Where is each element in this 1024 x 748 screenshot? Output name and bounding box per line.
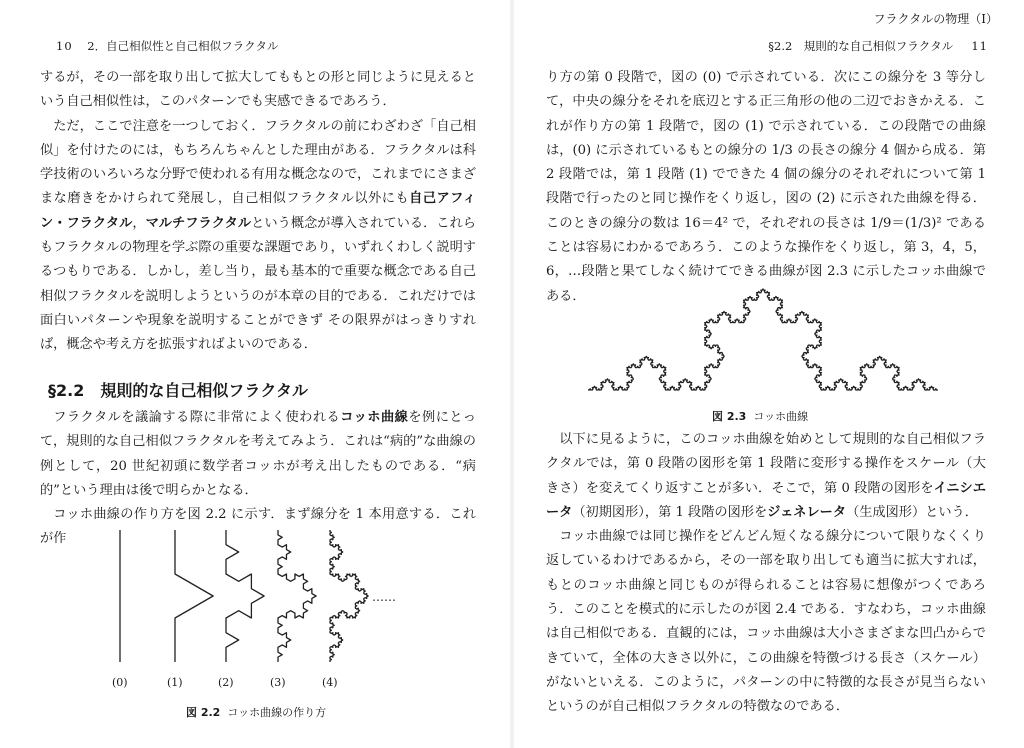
term-self-affine-fractal: 自己アフィン・フラクタル [40, 191, 476, 231]
book-title: フラクタルの物理（Ⅰ） [873, 12, 998, 26]
stage-label-0: (0) [112, 676, 128, 689]
stage-label-4: (4) [322, 676, 338, 689]
right-section-title: §2.2 規則的な自己相似フラクタル [768, 39, 954, 53]
figure-ellipsis: …… [372, 590, 396, 604]
term-initiator: イニシエータ [546, 480, 986, 520]
figure-number: 図 2.2 [186, 706, 221, 719]
stage-label-3: (3) [270, 676, 286, 689]
paragraph: ただ，ここで注意を一つしておく．フラクタルの前にわざわざ「自己相似」を付けたのには，もちろんちゃんとした理由がある．フラクタルは科学技術のいろいろな分野で使われる有用な概念なので，これまでにさまざまな磨きをかけられて発展し，自己相似フラクタル以外にも自己アフィン・フラクタル，マルチフラクタルという概念が導入されている．これらもフラクタルの物理を学ぶ際の重要な課題であり，いずれくわしく説明するつもりである．しかし，差し当り，最も基本的で重要な概念である自己相似フラクタルを説明しようというのが本章の目的である．これだけでは面白いパターンや現象を説明することができず その限界がはっきりすれば，概念や考え方を拡張すればよいのである． [40, 118, 476, 353]
paragraph: するが，その一部を取り出して拡大してももとの形と同じように見えるという自己相似性は，このパターンでも実感できるであろう． [40, 70, 476, 110]
term-multifractal: マルチフラクタル [145, 215, 252, 231]
koch-curve [588, 289, 938, 390]
right-page-number: 11 [971, 39, 988, 53]
paragraph: り方の第 0 段階で，図の (0) で示されている．次にこの線分を 3 等分して，中央の線分をそれを底辺とする正三角形の他の二辺でおきかえる．これが作り方の第 1 段階で，図の (1) で示されている．この段階での曲線は，(0) に示されているもとの線分の 1/3 の長さの線分 4 個から成る．第 2 段階では，第 1 段階 (1) でできた 4 個の線分のそれぞれについて第 1 段階で行ったのと同じ操作をくり返し，図の (2) に示された曲線を得る．このときの線分の数は 16＝4² で，それぞれの長さは 1/9＝(1/3)² であることは容易にわかるであろう．このような操作をくり返し，第 3，4，5，6，…段階と果てしなく続けてできる曲線が図 2.3 に示したコッホ曲線である． [546, 70, 986, 304]
left-chapter-title: 2．自己相似性と自己相似フラクタル [87, 39, 279, 53]
figure-number: 図 2.3 [712, 410, 747, 423]
section-heading: §2.2 規則的な自己相似フラクタル [48, 381, 309, 400]
figure-title: コッホ曲線の作り方 [227, 706, 327, 719]
left-page-number: 10 [56, 39, 73, 53]
term-koch-curve: コッホ曲線 [340, 410, 409, 425]
stage-label-1: (1) [167, 676, 183, 689]
figure-title: コッホ曲線 [753, 410, 809, 423]
right-body-text-2 [546, 428, 986, 720]
paragraph: コッホ曲線では同じ操作をどんどん短くなる線分について限りなくくり返しているわけであるから，その一部を取り出しても適当に拡大すれば，もとのコッホ曲線と同じものが得られることは容易に想像がつくであろう．このことを模式的に示したのが図 2.4 である．すなわち，コッホ曲線は自己相似である．直観的には，コッホ曲線は大小さまざまな凹凸からできていて，全体の大きさ以外に，この曲線を特徴づける長さ（スケール）がないといえる．このように，パターンの中に特徴的な長さが見当らないというのが自己相似フラクタルの特徴なのである． [546, 529, 986, 715]
stage-label-2: (2) [218, 676, 234, 689]
paragraph: 以下に見るように，このコッホ曲線を始めとして規則的な自己相似フラクタルでは，第 0 段階の図形を第 1 段階に変形する操作をスケール（大きさ）を変えてくり返すことが多い．そこで，第 0 段階の図形をイニシエータ（初期図形），第 1 段階の図形をジェネレータ（生成図形）という． [546, 432, 986, 520]
figure-2-3-caption [712, 408, 808, 424]
term-generator: ジェネレータ [767, 504, 847, 520]
paragraph: コッホ曲線の作り方を図 2.2 に示す．まず線分を 1 本用意する．これが作 [40, 507, 476, 547]
paragraph: フラクタルを議論する際に非常によく使われるコッホ曲線を例にとって，規則的な自己相似フラクタルを考えてみよう．これは“病的”な曲線の例として，20 世紀初頭に数学者コッホが考え出したものである．“病的”という理由は後で明らかとなる． [40, 410, 476, 498]
